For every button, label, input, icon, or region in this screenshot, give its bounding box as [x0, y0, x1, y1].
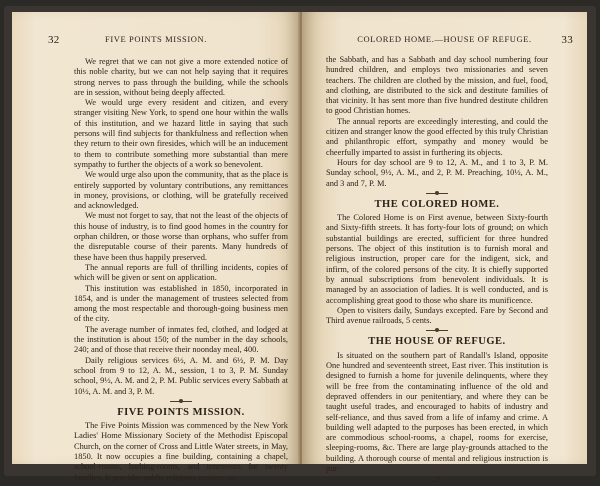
section-divider: [426, 330, 448, 331]
paragraph: Hours for day school are 9 to 12, A. M., and 1 to 3, P. M. Sunday school, 9½, A. M., and 2, P. M. Preaching, 10½, A. M., and 3 and 7, P. M.: [326, 157, 548, 188]
right-page: [302, 12, 587, 485]
paragraph: We must not forget to say, that not the least of the objects of this house of industry, is to find good homes in the country for orphan children, or those worse than orphans, who suffer from the disreputable course of their parents. Many hundreds of these have been thus happily preserved.: [74, 211, 288, 262]
paragraph: This institution was established in 1850, incorporated in 1854, and is under the management of trustees selected from among the most respectable and thorough-going business men of the city.: [74, 283, 288, 324]
paragraph: The Five Points Mission was commenced by the New York Ladies' Home Missionary Society of the Methodist Episcopal Church, on the corner of Cross and Little Water streets, in May, 1850. It now occupies a fine building, containing a chapel, school-rooms, bathing-rooms, and tenements for twenty families. It provides public religious services on: [74, 421, 288, 482]
paragraph: We would urge also upon the community, that as the place is entirely supported by voluntary contributions, any remittances in money, provisions, or clothing, will be gratefully received and acknowledged.: [74, 170, 288, 211]
paragraph: We regret that we can not give a more extended notice of this noble charity, but we can not help saying that it requires strong nerves to pass through the building, while the schools are in session, without being deeply affected.: [74, 57, 288, 97]
left-header-title: FIVE POINTS MISSION.: [105, 34, 207, 44]
section-heading-house-of-refuge: THE HOUSE OF REFUGE.: [368, 336, 506, 348]
right-body-text: [326, 55, 548, 486]
paragraph: Open to visiters daily, Sundays excepted. Fare by Second and Third avenue railroads, 5 cents.: [326, 305, 548, 326]
paragraph: The average number of inmates fed, clothed, and lodged at the institution is about 150; of the number in the day schools, 240; and of those that receive their noonday meal, 400.: [74, 324, 288, 355]
left-page: [12, 12, 300, 482]
section-divider: [170, 401, 192, 402]
left-page-number: 32: [48, 34, 60, 46]
paragraph: The annual reports are exceedingly interesting, and could the citizen and stranger know the good effected by this truly Christian and philanthropic effort, sympathy and money would be cheerfully imparted to assist in furthering its objects.: [326, 116, 548, 157]
right-page-number: 33: [561, 34, 573, 46]
paragraph: the Sabbath, and has a Sabbath and day school numbering four hundred children, and employs two missionaries and seven teachers. The children are clothed by the mission, and fuel, food, and clothing, are distributed to the sick and destitute families of that vicinity. It has sent more than five hundred destitute children to good Christian homes.: [326, 55, 548, 116]
paragraph: Daily religious services 6½, A. M. and 6½, P. M. Day school from 9 to 12, A. M., session, 1 to 3, P. M. Sunday school, 9½, A. M. and 2, P. M. Public services every Sabbath at 10½, A. M. and 3, P. M.: [74, 355, 288, 396]
paragraph: Is situated on the southern part of Randall's Island, opposite One hundred and seventeenth street, East river. This institution is designed to furnish a home for juvenile delinquents, where they will be free from the contaminating influence of the old and depraved offenders in our penitentiary, and where they can be taught useful trades, and encouraged to habits of industry and self-reliance, and thus saved from a life of infamy and crime. A building well adapted to the purposes has been erected, in which are commodious school-rooms, a chapel, rooms for exercise, sleeping-rooms, &c. There are large play-grounds attached to the building. A thorough course of mental and religious instruction is pur-: [326, 350, 548, 473]
section-divider: [426, 193, 448, 194]
paragraph: We would urge every resident and citizen, and every stranger visiting New York, to spend one hour within the walls of this institution, and we hazard little in saying that such persons will find subjects for thankfulness and reflection when they return to their own firesides, which will be an inducement to them to contribute something more substantial than mere sympathy to further the objects of a work so benevolent.: [74, 98, 288, 169]
section-heading-five-points: FIVE POINTS MISSION.: [117, 406, 245, 418]
signature-mark: 2*: [432, 475, 442, 485]
paragraph: The Colored Home is on First avenue, between Sixty-fourth and Sixty-fifth streets. It has forty-four lots of ground; on which substantial buildings are erected, sufficient for three hundred persons. The object of this institution is to furnish moral and religious instruction, proper care for the indigent, sick, and infirm, of the colored persons of the city. It is chiefly supported by annual subscriptions from benevolent individuals. It is managed by an association of ladies. It is well conducted, and is accomplishing great good to those who share its munificence.: [326, 213, 548, 305]
paragraph: The annual reports are full of thrilling incidents, copies of which will be given or sent on application.: [74, 262, 288, 283]
left-body-text: [74, 57, 288, 483]
right-header-title: COLORED HOME.—HOUSE OF REFUGE.: [357, 34, 532, 44]
section-heading-colored-home: THE COLORED HOME.: [374, 198, 500, 210]
